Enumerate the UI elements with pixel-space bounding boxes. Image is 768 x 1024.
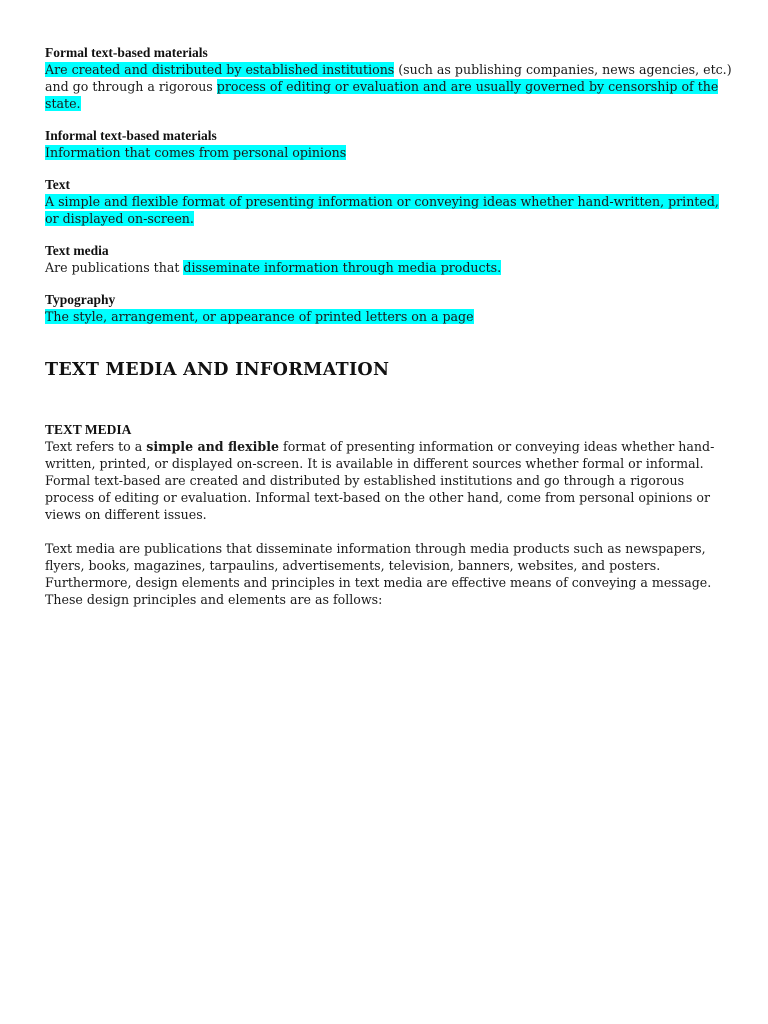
- highlighted-text: Are created and distributed by established institutions: [45, 62, 395, 77]
- body-paragraph: [45, 438, 735, 523]
- highlighted-text: disseminate information through media products.: [183, 260, 502, 275]
- glossary-entry-text: [45, 176, 735, 227]
- glossary-term: Text media: [45, 243, 109, 258]
- glossary-term: Formal text-based materials: [45, 45, 208, 60]
- glossary-definition: [45, 259, 735, 276]
- plain-text: Are publications that: [45, 260, 184, 275]
- glossary-entry-text-media: [45, 242, 735, 276]
- glossary-definition: [45, 308, 735, 325]
- highlighted-text: A simple and flexible format of presenting information or conveying ideas whether hand-written, printed, or displayed on-screen.: [45, 194, 719, 226]
- glossary-term: Typography: [45, 292, 116, 307]
- highlighted-text: The style, arrangement, or appearance of printed letters on a page: [45, 309, 474, 324]
- plain-text: format of presenting information or conveying ideas whether hand-written, printed, or displayed on-screen. It is available in different sources whether formal or informal. Formal text-based are created and distributed by established institutions and go through a rigorous process of editing or evaluation. Informal text-based on the other hand, come from personal opinions or views on different issues.: [45, 439, 715, 522]
- glossary-entry-informal: [45, 127, 735, 161]
- glossary-definition: [45, 61, 735, 112]
- glossary-term: Informal text-based materials: [45, 128, 217, 143]
- glossary-term: Text: [45, 177, 71, 192]
- body-paragraph: Text media are publications that disseminate information through media products such as newspapers, flyers, books, magazines, tarpaulins, advertisements, television, banners, websites, and posters. Furthermore, design elements and principles in text media are effective means of conveying a message. These design principles and elements are as follows:: [45, 541, 712, 607]
- plain-text: (such as publishing companies, news agencies, etc.) and go through a rigorous: [45, 62, 732, 94]
- glossary-definition: [45, 193, 735, 227]
- section-title: TEXT MEDIA AND INFORMATION: [45, 360, 390, 380]
- section-subheading: TEXT MEDIA: [45, 422, 132, 437]
- glossary-definition: [45, 144, 735, 161]
- highlighted-text: Information that comes from personal opinions: [45, 145, 347, 160]
- highlighted-text: process of editing or evaluation and are usually governed by censorship of the state.: [45, 79, 719, 111]
- glossary-entry-formal: [45, 44, 735, 112]
- plain-text: Text refers to a: [45, 439, 147, 454]
- document-body: [45, 44, 735, 625]
- bold-text: simple and flexible: [146, 439, 280, 454]
- glossary-entry-typography: [45, 291, 735, 325]
